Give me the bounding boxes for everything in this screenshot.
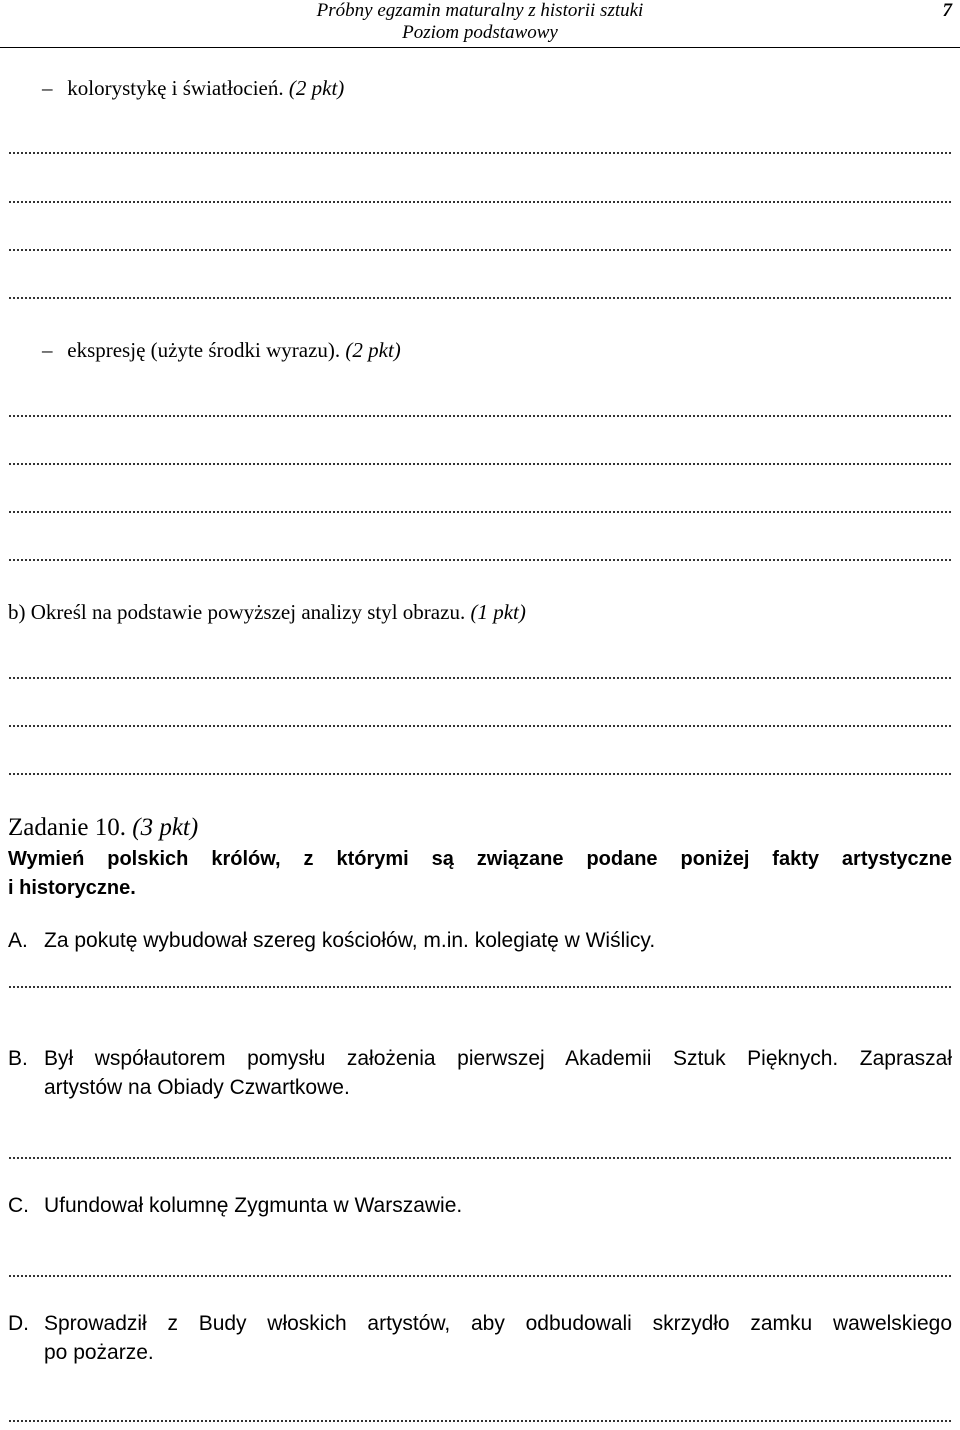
points-label: (3 pkt) (132, 814, 199, 841)
fact-item-d (8, 1309, 952, 1367)
answer-line[interactable] (8, 415, 952, 417)
points-label: (1 pkt) (470, 600, 526, 624)
points-label: (2 pkt) (288, 76, 345, 100)
header-rule (0, 47, 960, 48)
answer-line[interactable] (8, 677, 952, 679)
fact-label: A. (8, 929, 28, 952)
instruction-line: Wymień polskich królów, z którymi są związane podane poniżej fakty artystyczne (8, 848, 952, 870)
fact-label: B. (8, 1047, 28, 1070)
fact-text: artystów na Obiady Czwartkowe. (44, 1076, 350, 1099)
fact-text: Ufundował kolumnę Zygmunta w Warszawie. (44, 1194, 463, 1217)
question-text: b) Określ na podstawie powyższej analizy styl obrazu. (8, 600, 466, 624)
answer-line[interactable] (8, 1157, 952, 1159)
answer-line[interactable] (8, 1275, 952, 1277)
answer-line[interactable] (8, 773, 952, 775)
question-text: kolorystykę i światłocień. (67, 76, 284, 100)
answer-line[interactable] (8, 1420, 952, 1422)
question-b (8, 599, 526, 626)
fact-label: D. (8, 1312, 29, 1335)
answer-line[interactable] (8, 725, 952, 727)
dash-marker: – (42, 76, 53, 100)
page-number: 7 (942, 0, 952, 21)
task-title (8, 813, 198, 843)
question-text: ekspresję (użyte środki wyrazu). (67, 338, 341, 362)
fact-text: Za pokutę wybudował szereg kościołów, m.in. kolegiatę w Wiślicy. (44, 929, 656, 952)
task-number: Zadanie 10. (8, 814, 127, 841)
header-exam-level: Poziom podstawowy (402, 22, 558, 43)
header-exam-title: Próbny egzamin maturalny z historii sztuki (316, 0, 644, 21)
answer-line[interactable] (8, 463, 952, 465)
fact-text: Był współautorem pomysłu założenia pierwszej Akademii Sztuk Pięknych. Zapraszał (44, 1047, 952, 1070)
task-instruction (8, 845, 952, 903)
answer-line[interactable] (8, 559, 952, 561)
answer-line[interactable] (8, 297, 952, 299)
fact-item-a (8, 926, 952, 955)
fact-text: Sprowadził z Budy włoskich artystów, aby odbudowali skrzydło zamku wawelskiego (44, 1312, 952, 1335)
fact-item-c (8, 1191, 952, 1220)
fact-label: C. (8, 1194, 29, 1217)
question-item-expression (42, 337, 401, 363)
answer-line[interactable] (8, 249, 952, 251)
answer-line[interactable] (8, 986, 952, 988)
question-item-colour (42, 75, 344, 101)
points-label: (2 pkt) (345, 338, 401, 362)
instruction-line: i historyczne. (8, 877, 136, 899)
answer-line[interactable] (8, 201, 952, 203)
answer-line[interactable] (8, 152, 952, 154)
fact-text: po pożarze. (44, 1341, 154, 1364)
dash-marker: – (42, 338, 53, 362)
answer-line[interactable] (8, 511, 952, 513)
fact-item-b (8, 1044, 952, 1102)
